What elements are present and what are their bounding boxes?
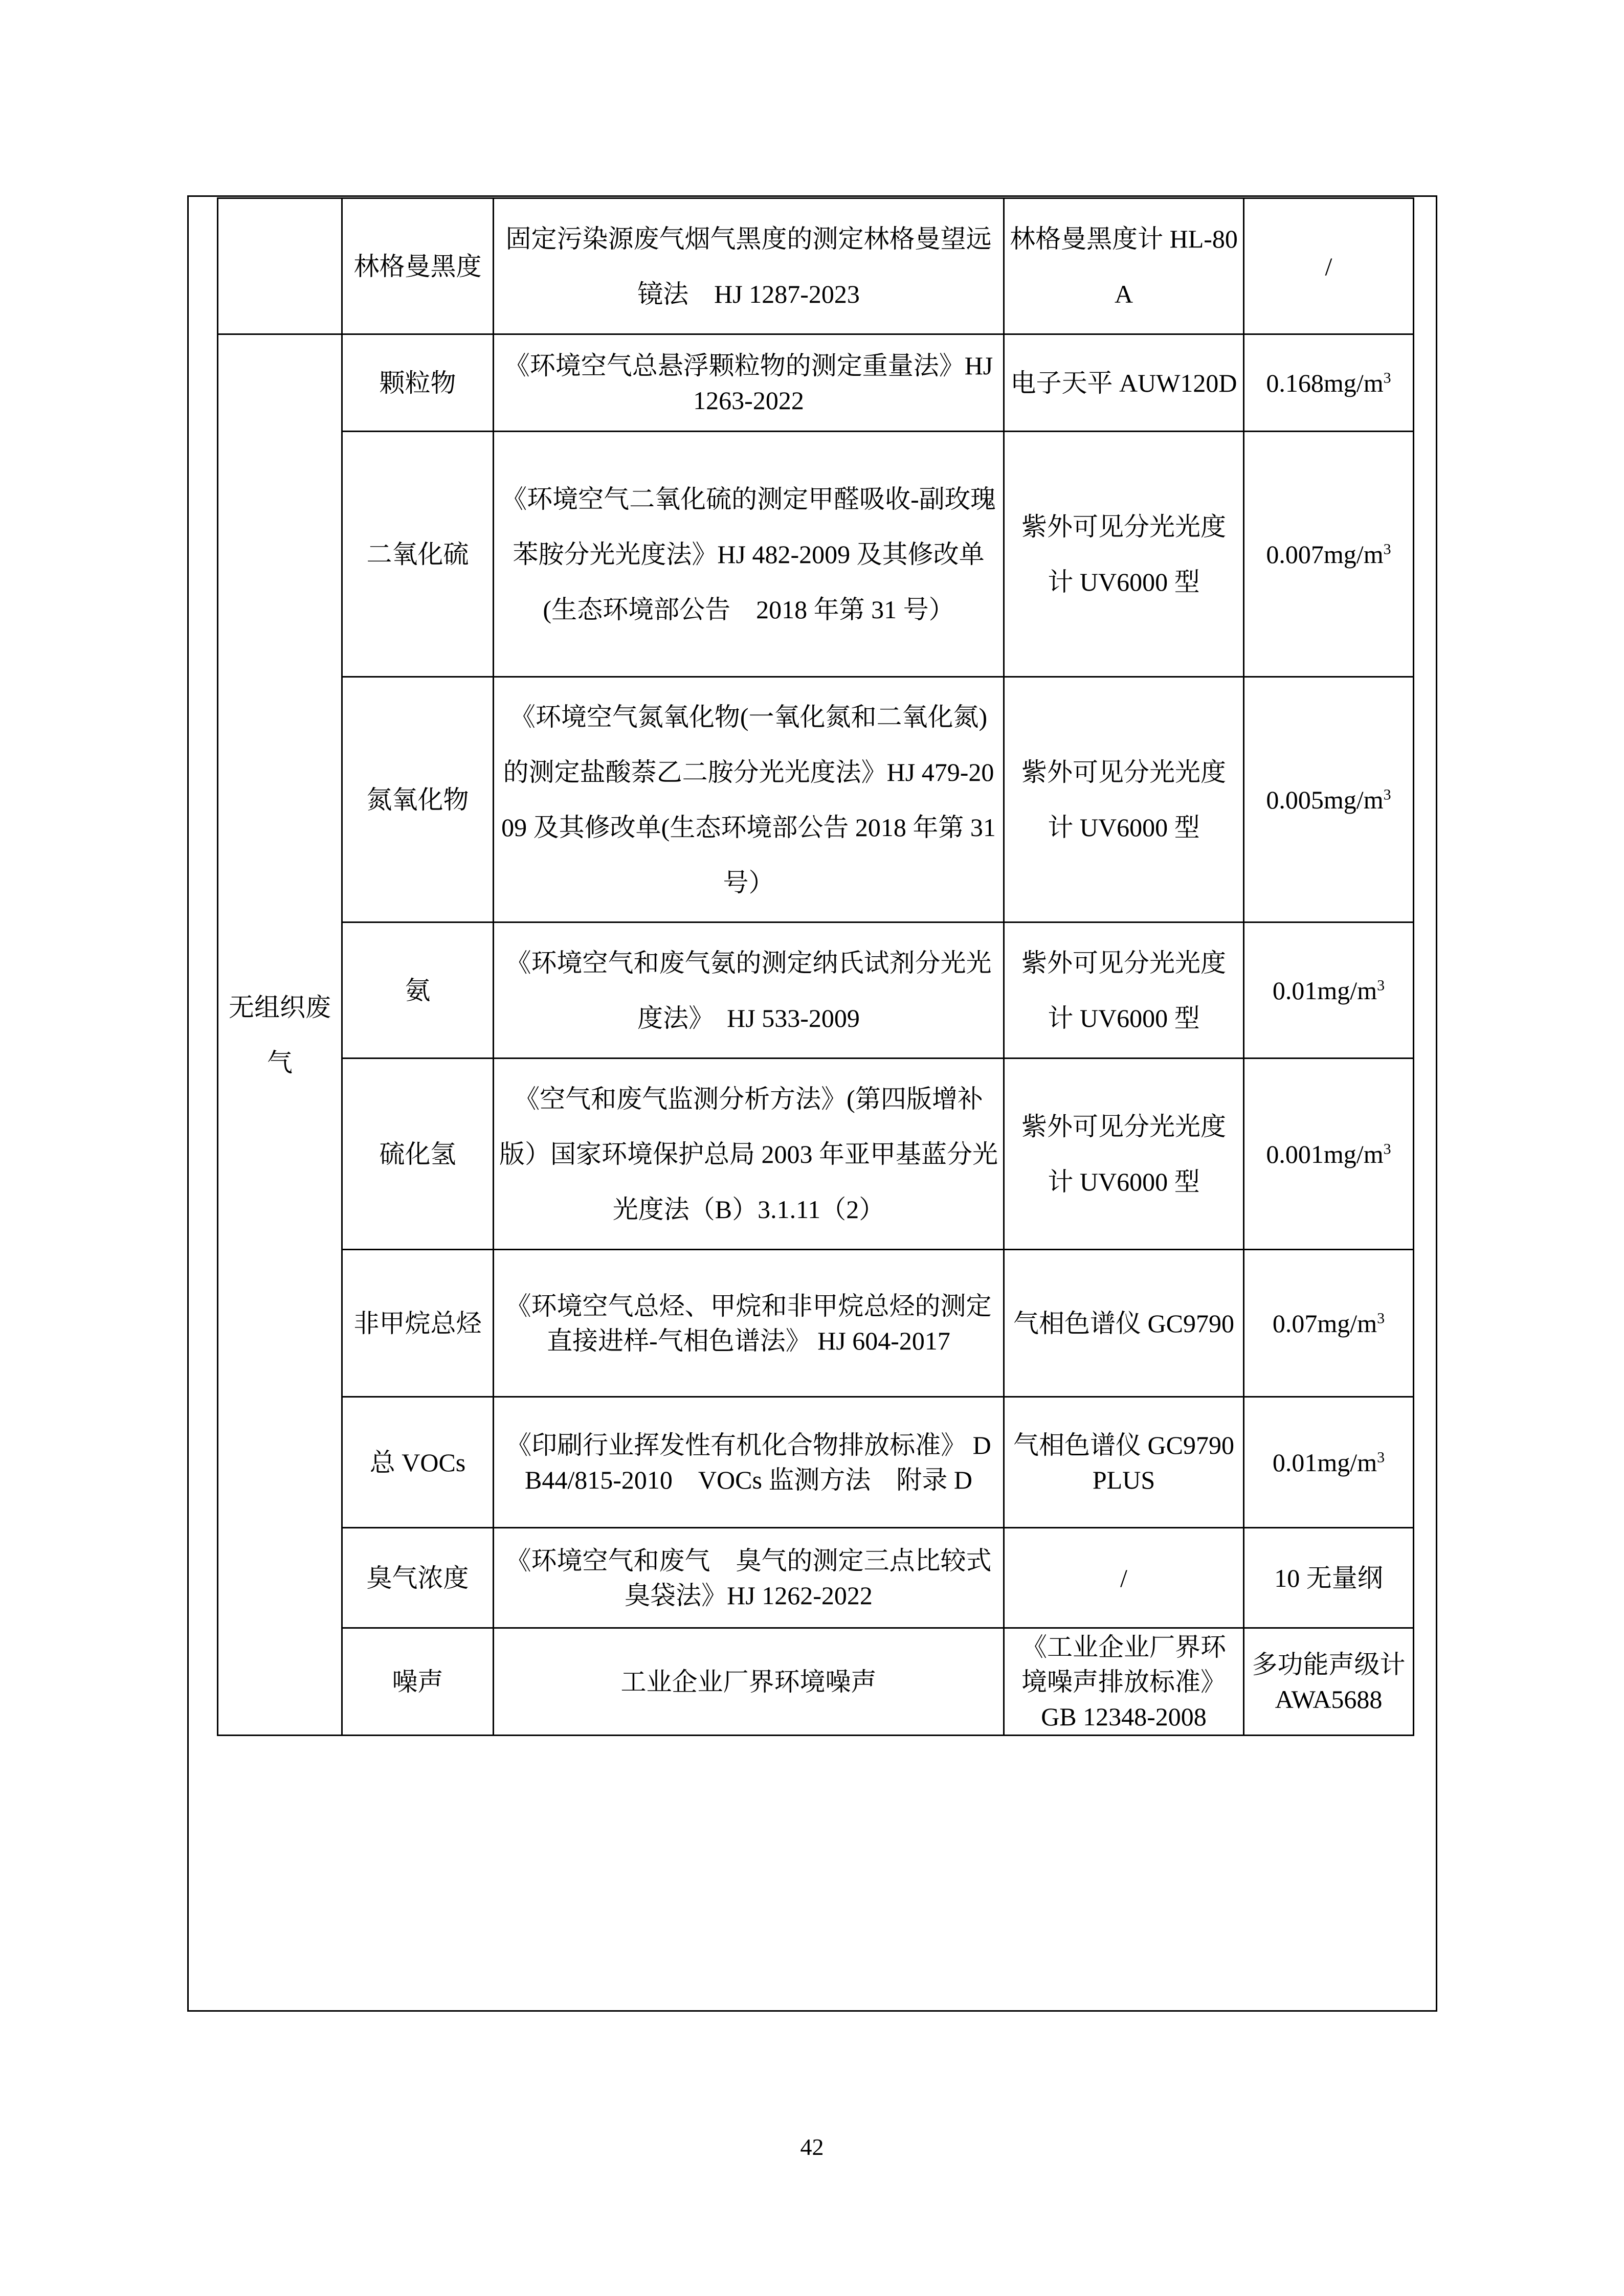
item-cell: 总 VOCs — [342, 1397, 494, 1528]
detection-limit-value: 0.001mg/m — [1266, 1139, 1384, 1168]
method-cell: 《环境空气总烃、甲烷和非甲烷总烃的测定直接进样-气相色谱法》 HJ 604-2017 — [494, 1250, 1004, 1397]
instrument-cell: 紫外可见分光光度计 UV6000 型 — [1004, 432, 1244, 677]
table-row — [218, 198, 1414, 334]
detection-limit-cell — [1244, 922, 1414, 1059]
item-cell: 氨 — [342, 922, 494, 1059]
method-cell: 《环境空气和废气氨的测定纳氏试剂分光光度法》 HJ 533-2009 — [494, 922, 1004, 1059]
method-cell: 固定污染源废气烟气黑度的测定林格曼望远镜法 HJ 1287-2023 — [494, 198, 1004, 334]
item-cell: 臭气浓度 — [342, 1528, 494, 1628]
detection-limit-exponent: 3 — [1383, 369, 1391, 386]
detection-limit-cell — [1244, 432, 1414, 677]
item-cell: 林格曼黑度 — [342, 198, 494, 334]
monitoring-methods-table — [217, 197, 1414, 1736]
detection-limit-cell — [1244, 1397, 1414, 1528]
instrument-cell: 气相色谱仪 GC9790 PLUS — [1004, 1397, 1244, 1528]
table-row — [218, 1059, 1414, 1250]
detection-limit-exponent: 3 — [1377, 1309, 1385, 1326]
method-cell: 《工业企业厂界环境噪声排放标准》 GB 12348-2008 — [1004, 1628, 1244, 1736]
item-cell: 工业企业厂界环境噪声 — [494, 1628, 1004, 1736]
instrument-cell: / — [1004, 1528, 1244, 1628]
instrument-cell: 紫外可见分光光度计 UV6000 型 — [1004, 922, 1244, 1059]
item-cell: 硫化氢 — [342, 1059, 494, 1250]
detection-limit-value: 0.07mg/m — [1272, 1309, 1377, 1338]
detection-limit-exponent: 3 — [1383, 1140, 1391, 1157]
category-cell: 噪声 — [342, 1628, 494, 1736]
method-cell: 《环境空气总悬浮颗粒物的测定重量法》HJ 1263-2022 — [494, 334, 1004, 432]
category-cell: 无组织废气 — [218, 334, 342, 1736]
detection-limit-value: 0.01mg/m — [1272, 976, 1377, 1005]
detection-limit-cell — [1244, 1528, 1414, 1628]
item-cell: 非甲烷总烃 — [342, 1250, 494, 1397]
detection-limit-value: 0.168mg/m — [1266, 368, 1384, 397]
table-row — [218, 334, 1414, 432]
detection-limit-cell — [1244, 334, 1414, 432]
instrument-cell: 紫外可见分光光度计 UV6000 型 — [1004, 677, 1244, 922]
table-row — [218, 1528, 1414, 1628]
item-cell: 颗粒物 — [342, 334, 494, 432]
detection-limit-cell — [1244, 198, 1414, 334]
method-cell: 《空气和废气监测分析方法》(第四版增补版）国家环境保护总局 2003 年亚甲基蓝分光光度法（B）3.1.11（2） — [494, 1059, 1004, 1250]
table-row — [218, 432, 1414, 677]
detection-limit-exponent: 3 — [1383, 785, 1391, 803]
table-row — [218, 677, 1414, 922]
detection-limit-cell — [1244, 677, 1414, 922]
detection-limit-value: 10 无量纲 — [1274, 1563, 1383, 1592]
method-cell: 《环境空气氮氧化物(一氧化氮和二氧化氮)的测定盐酸萘乙二胺分光光度法》HJ 479-2009 及其修改单(生态环境部公告 2018 年第 31 号） — [494, 677, 1004, 922]
detection-limit-exponent: 3 — [1383, 540, 1391, 557]
table-row — [218, 1628, 1414, 1736]
item-cell: 二氧化硫 — [342, 432, 494, 677]
detection-limit-exponent: 3 — [1377, 1448, 1385, 1466]
detection-limit-exponent: 3 — [1377, 976, 1385, 994]
detection-limit-value: 0.01mg/m — [1272, 1448, 1377, 1477]
detection-limit-value: / — [1325, 252, 1332, 281]
detection-limit-cell — [1244, 1059, 1414, 1250]
table-row — [218, 1397, 1414, 1528]
page-number: 42 — [800, 2134, 824, 2160]
instrument-cell: 林格曼黑度计 HL-80A — [1004, 198, 1244, 334]
category-cell-empty — [218, 198, 342, 334]
instrument-cell: 电子天平 AUW120D — [1004, 334, 1244, 432]
instrument-cell: 气相色谱仪 GC9790 — [1004, 1250, 1244, 1397]
method-cell: 《环境空气和废气 臭气的测定三点比较式臭袋法》HJ 1262-2022 — [494, 1528, 1004, 1628]
instrument-cell: 紫外可见分光光度计 UV6000 型 — [1004, 1059, 1244, 1250]
detection-limit-cell — [1244, 1250, 1414, 1397]
item-cell: 氮氧化物 — [342, 677, 494, 922]
detection-limit-value: 0.005mg/m — [1266, 785, 1384, 814]
method-cell: 《印刷行业挥发性有机化合物排放标准》 DB44/815-2010 VOCs 监测方法 附录 D — [494, 1397, 1004, 1528]
table-row — [218, 922, 1414, 1059]
detection-limit-value: 0.007mg/m — [1266, 539, 1384, 569]
method-cell: 《环境空气二氧化硫的测定甲醛吸收-副玫瑰苯胺分光光度法》HJ 482-2009 及其修改单(生态环境部公告 2018 年第 31 号） — [494, 432, 1004, 677]
instrument-cell: 多功能声级计 AWA5688 — [1244, 1628, 1414, 1736]
table-row — [218, 1250, 1414, 1397]
